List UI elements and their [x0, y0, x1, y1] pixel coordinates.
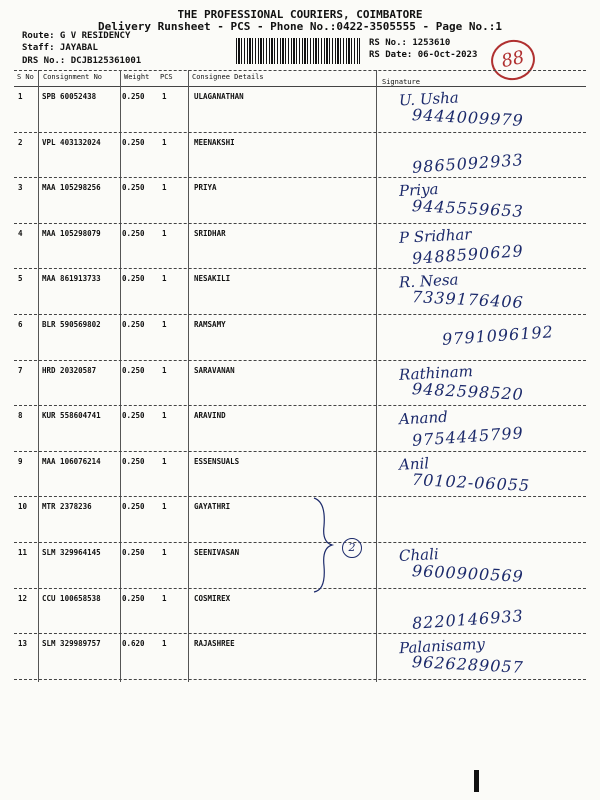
row-signature-name: P Sridhar [398, 224, 472, 247]
row-pcs: 1 [162, 365, 167, 375]
col-header-weight: Weight [124, 73, 150, 81]
staff-label: Staff: JAYABAL [22, 43, 98, 53]
row-signature-phone: 9488590629 [411, 240, 525, 268]
row-consignee: SEENIVASAN [194, 548, 240, 557]
row-consignment: SPB 60052438 [42, 92, 97, 101]
row-consignment: KUR 558604741 [42, 411, 101, 421]
row-sno: 6 [18, 320, 23, 329]
row-consignment: MAA 105298256 [42, 183, 101, 193]
row-sno: 10 [18, 502, 28, 512]
row-consignment: VPL 403132024 [42, 137, 101, 147]
runsheet-table [14, 70, 586, 682]
row-consignment: SLM 329989757 [42, 639, 101, 649]
row-signature-name: Priya [398, 180, 439, 201]
row-weight: 0.250 [122, 183, 145, 193]
row-consignment: BLR 590569802 [42, 320, 101, 329]
row-sno: 7 [18, 365, 23, 375]
row-sno: 9 [18, 456, 23, 466]
row-consignment: MAA 861913733 [42, 274, 101, 284]
row-consignee: SRIDHAR [194, 228, 226, 238]
row-weight: 0.250 [122, 456, 145, 466]
row-signature-name: Rathinam [398, 361, 474, 384]
row-consignment: MAA 105298079 [42, 228, 101, 238]
row-pcs: 1 [162, 320, 167, 329]
row-consignment: HRD 20320587 [42, 365, 97, 375]
row-signature-phone: 9445559653 [411, 196, 525, 222]
row-pcs: 1 [162, 456, 167, 466]
row-weight: 0.250 [122, 320, 145, 329]
row-signature-phone: 70102-06055 [411, 469, 531, 495]
row-sno: 12 [18, 593, 28, 603]
row-signature-phone: 9482598520 [411, 378, 525, 404]
row-consignee: COSMIREX [194, 593, 231, 603]
row-consignee: RAMSAMY [194, 320, 226, 329]
row-weight: 0.620 [122, 639, 145, 649]
bracket-note-circle: 2 [342, 538, 362, 558]
row-consignee: RAJASHREE [194, 639, 235, 649]
row-signature-phone: 8220146933 [411, 605, 525, 633]
edge-mark [474, 770, 479, 792]
row-pcs: 1 [162, 183, 167, 193]
row-consignee: NESAKILI [194, 274, 231, 284]
route-label: Route: G V RESIDENCY [22, 31, 131, 41]
col-header-signature: Signature [382, 78, 420, 86]
row-sno: 11 [18, 548, 28, 557]
handwritten-bracket [310, 496, 338, 594]
row-signature-name: Chali [398, 544, 440, 566]
row-pcs: 1 [162, 502, 167, 512]
row-signature-name: Anand [398, 407, 449, 429]
row-sno: 1 [18, 92, 23, 101]
row-pcs: 1 [162, 228, 167, 238]
row-signature-phone: 9865092933 [411, 149, 525, 177]
row-weight: 0.250 [122, 137, 145, 147]
row-sno: 13 [18, 639, 28, 649]
row-signature-name: U. Usha [398, 88, 460, 110]
row-pcs: 1 [162, 274, 167, 284]
row-consignee: PRIYA [194, 183, 217, 193]
row-weight: 0.250 [122, 92, 145, 101]
row-sno: 5 [18, 274, 23, 284]
row-pcs: 1 [162, 411, 167, 421]
row-signature-name: R. Nesa [398, 270, 459, 292]
row-pcs: 1 [162, 593, 167, 603]
row-pcs: 1 [162, 92, 167, 101]
row-consignee: ARAVIND [194, 411, 226, 421]
row-pcs: 1 [162, 639, 167, 649]
row-signature-name: Anil [398, 454, 430, 474]
row-consignee: ESSENSUALS [194, 456, 240, 466]
runsheet-subtitle: Delivery Runsheet - PCS - Phone No.:0422-3505555 - Page No.:1 [98, 20, 502, 33]
row-consignee: MEENAKSHI [194, 137, 235, 147]
row-signature-phone: 9791096192 [441, 322, 555, 349]
row-signature-phone: 9754445799 [411, 423, 525, 451]
row-weight: 0.250 [122, 593, 145, 603]
row-consignee: GAYATHRI [194, 502, 231, 512]
row-weight: 0.250 [122, 274, 145, 284]
row-weight: 0.250 [122, 228, 145, 238]
row-weight: 0.250 [122, 365, 145, 375]
circled-page-mark: 88 [487, 36, 538, 84]
row-consignment: CCU 100658538 [42, 593, 101, 603]
barcode [236, 38, 360, 64]
row-sno: 4 [18, 228, 23, 238]
row-signature-phone: 9444009979 [411, 105, 525, 130]
row-consignee: ULAGANATHAN [194, 92, 244, 101]
row-signature-phone: 7339176406 [411, 287, 525, 313]
rs-number: RS No.: 1253610 [369, 38, 451, 48]
row-consignment: SLM 329964145 [42, 548, 101, 557]
col-header-consignment: Consignment No [43, 73, 103, 81]
col-header-consignee: Consignee Details [192, 73, 264, 81]
rs-date: RS Date: 06-Oct-2023 [369, 50, 478, 60]
row-signature-name: Palanisamy [398, 634, 486, 658]
row-signature-phone: 9626289057 [411, 652, 525, 678]
row-weight: 0.250 [122, 502, 145, 512]
row-consignment: MAA 106076214 [42, 456, 101, 466]
row-consignment: MTR 2378236 [42, 502, 92, 512]
row-signature-phone: 9600900569 [411, 561, 525, 586]
row-consignee: SARAVANAN [194, 365, 235, 375]
row-pcs: 1 [162, 137, 167, 147]
drs-number: DRS No.: DCJB125361001 [22, 56, 142, 66]
company-title: THE PROFESSIONAL COURIERS, COIMBATORE [177, 8, 423, 21]
row-sno: 3 [18, 183, 23, 193]
row-sno: 8 [18, 411, 23, 421]
row-weight: 0.250 [122, 548, 145, 557]
col-header-sno: S No [17, 73, 34, 81]
row-pcs: 1 [162, 548, 167, 557]
col-header-pcs: PCS [160, 73, 173, 81]
row-weight: 0.250 [122, 411, 145, 421]
row-sno: 2 [18, 137, 23, 147]
